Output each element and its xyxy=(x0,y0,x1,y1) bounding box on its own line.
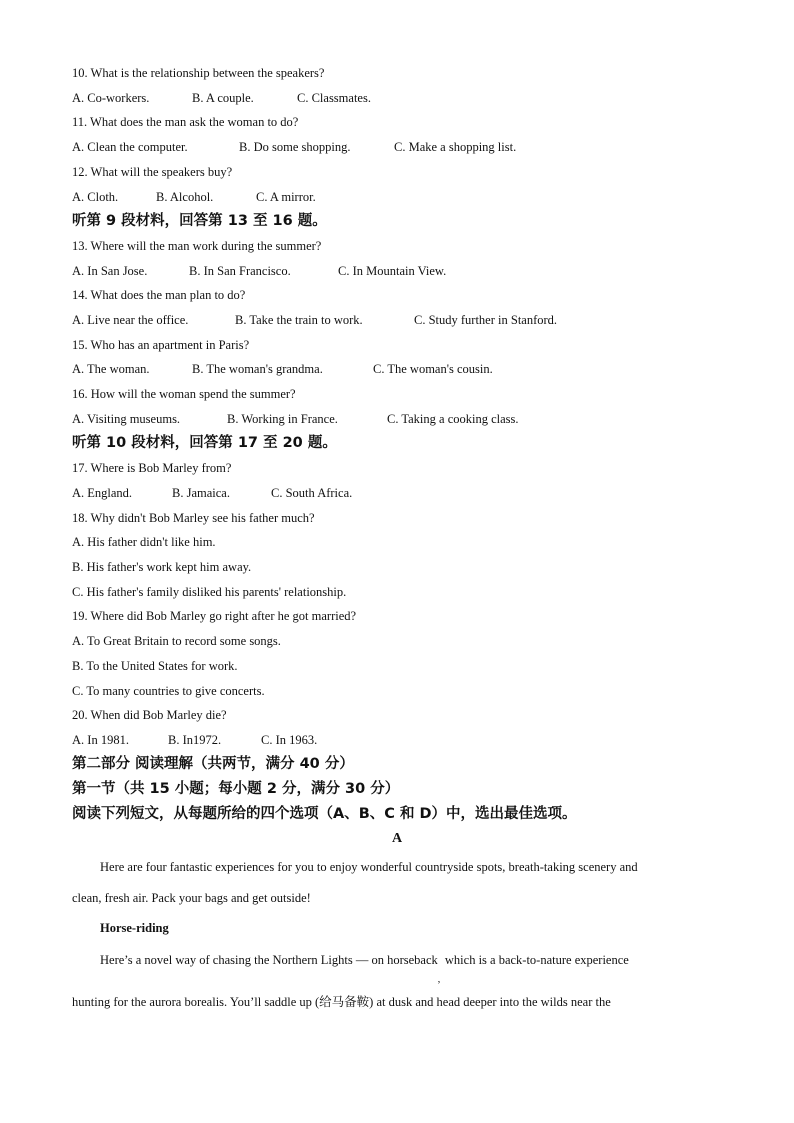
section-1-heading: 第一节（共 15 小题；每小题 2 分，满分 30 分） xyxy=(72,781,400,797)
passage-label: A xyxy=(391,831,403,846)
question-11: 11. What does the man ask the woman to do? xyxy=(72,115,299,129)
part-2-heading: 第二部分 阅读理解（共两节，满分 40 分） xyxy=(72,756,354,772)
option-b: B. Do some shopping. xyxy=(239,140,351,154)
question-18: 18. Why didn't Bob Marley see his father much? xyxy=(72,511,315,525)
option-a: A. The woman. xyxy=(72,362,150,376)
section-10-heading: 听第 10 段材料，回答第 17 至 20 题。 xyxy=(72,435,337,451)
option-a: A. Co-workers. xyxy=(72,91,150,105)
option-a: A. Visiting museums. xyxy=(72,412,181,426)
option-c: C. The woman's cousin. xyxy=(373,362,493,376)
option-a: A. Live near the office. xyxy=(72,313,189,327)
option-b: B. The woman's grandma. xyxy=(192,362,323,376)
option-a: A. In San Jose. xyxy=(72,264,148,278)
option-c: C. Classmates. xyxy=(297,91,371,105)
question-13: 13. Where will the man work during the summer? xyxy=(72,239,322,253)
option-b: B. In San Francisco. xyxy=(189,264,291,278)
question-19: 19. Where did Bob Marley go right after he got married? xyxy=(72,609,357,623)
question-17: 17. Where is Bob Marley from? xyxy=(72,461,232,475)
question-18-option-a: A. His father didn't like him. xyxy=(72,535,216,549)
question-18-option-b: B. His father's work kept him away. xyxy=(72,560,252,574)
option-c: C. A mirror. xyxy=(256,190,316,204)
paragraph-2-text-a: Here’s a novel way of chasing the Northern Lights — on horseback xyxy=(100,953,438,967)
option-b: B. Take the train to work. xyxy=(235,313,363,327)
option-a: A. Clean the computer. xyxy=(72,140,188,154)
question-19-option-c: C. To many countries to give concerts. xyxy=(72,684,265,698)
option-b: B. Working in France. xyxy=(227,412,338,426)
option-a: A. In 1981. xyxy=(72,733,129,747)
option-c: C. Taking a cooking class. xyxy=(387,412,519,426)
option-c: C. In 1963. xyxy=(261,733,318,747)
option-c: C. In Mountain View. xyxy=(338,264,447,278)
question-19-option-b: B. To the United States for work. xyxy=(72,659,238,673)
option-c: C. Study further in Stanford. xyxy=(414,313,558,327)
option-b: B. A couple. xyxy=(192,91,254,105)
subheading-horse-riding: Horse-riding xyxy=(100,921,169,935)
paragraph-1-line-1: Here are four fantastic experiences for you to enjoy wonderful countryside spots, breath-taking scenery and xyxy=(100,860,638,874)
paragraph-2-comma: , xyxy=(437,974,441,985)
question-12: 12. What will the speakers buy? xyxy=(72,165,233,179)
reading-instruction: 阅读下列短文，从每题所给的四个选项（A、B、C 和 D）中，选出最佳选项。 xyxy=(72,806,577,822)
option-a: A. Cloth. xyxy=(72,190,119,204)
question-16: 16. How will the woman spend the summer? xyxy=(72,387,296,401)
question-18-option-c: C. His father's family disliked his parents' relationship. xyxy=(72,585,347,599)
question-10: 10. What is the relationship between the speakers? xyxy=(72,66,325,80)
option-c: C. South Africa. xyxy=(271,486,353,500)
paragraph-1-line-2: clean, fresh air. Pack your bags and get outside! xyxy=(72,891,311,905)
option-b: B. In1972. xyxy=(168,733,222,747)
question-19-option-a: A. To Great Britain to record some songs. xyxy=(72,634,281,648)
paragraph-2-text-b: which is a back-to-nature experience xyxy=(441,953,629,967)
option-c: C. Make a shopping list. xyxy=(394,140,517,154)
option-a: A. England. xyxy=(72,486,133,500)
question-20: 20. When did Bob Marley die? xyxy=(72,708,227,722)
paragraph-2-line-2: hunting for the aurora borealis. You’ll saddle up (给马备鞍) at dusk and head deeper into the wilds near the xyxy=(72,995,611,1009)
question-14: 14. What does the man plan to do? xyxy=(72,288,246,302)
option-b: B. Alcohol. xyxy=(156,190,214,204)
option-b: B. Jamaica. xyxy=(172,486,230,500)
paragraph-2-line-1 xyxy=(100,952,629,985)
question-15: 15. Who has an apartment in Paris? xyxy=(72,338,250,352)
section-9-heading: 听第 9 段材料，回答第 13 至 16 题。 xyxy=(72,213,327,229)
